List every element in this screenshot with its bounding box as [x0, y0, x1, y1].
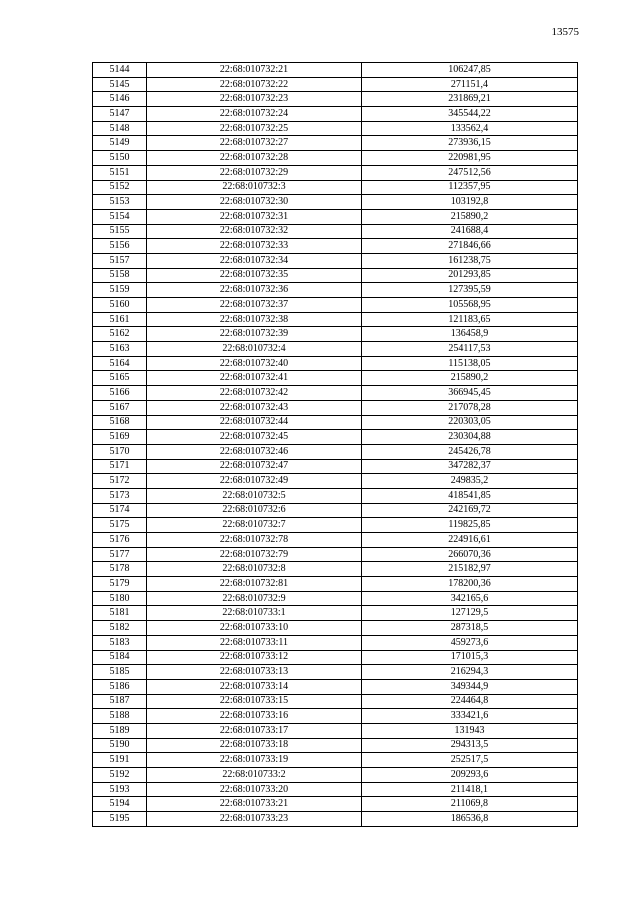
- table-row: [93, 371, 578, 386]
- table-row: [93, 635, 578, 650]
- cadastral-number-cell: 22:68:010733:21: [147, 797, 362, 812]
- row-number-cell: 5190: [93, 738, 147, 753]
- cadastral-value-cell: 112357,95: [362, 180, 578, 195]
- table-row: [93, 342, 578, 357]
- row-number-cell: 5184: [93, 650, 147, 665]
- row-number-cell: 5144: [93, 63, 147, 78]
- table-row: [93, 606, 578, 621]
- table-row: [93, 547, 578, 562]
- table-row: [93, 239, 578, 254]
- row-number-cell: 5153: [93, 195, 147, 210]
- cadastral-value-cell: 245426,78: [362, 444, 578, 459]
- table-row: [93, 694, 578, 709]
- cadastral-value-cell: 347282,37: [362, 459, 578, 474]
- row-number-cell: 5195: [93, 812, 147, 827]
- cadastral-number-cell: 22:68:010732:39: [147, 327, 362, 342]
- cadastral-number-cell: 22:68:010733:17: [147, 723, 362, 738]
- table-row: [93, 180, 578, 195]
- cadastral-value-cell: 103192,8: [362, 195, 578, 210]
- cadastral-number-cell: 22:68:010733:23: [147, 812, 362, 827]
- table-row: [93, 195, 578, 210]
- cadastral-value-cell: 231869,21: [362, 92, 578, 107]
- cadastral-value-cell: 131943: [362, 723, 578, 738]
- cadastral-number-cell: 22:68:010732:78: [147, 533, 362, 548]
- row-number-cell: 5169: [93, 430, 147, 445]
- table-row: [93, 488, 578, 503]
- table-body: [93, 63, 578, 827]
- cadastral-value-cell: 216294,3: [362, 665, 578, 680]
- cadastral-number-cell: 22:68:010732:35: [147, 268, 362, 283]
- cadastral-number-cell: 22:68:010733:13: [147, 665, 362, 680]
- row-number-cell: 5185: [93, 665, 147, 680]
- table-row: [93, 253, 578, 268]
- table-row: [93, 444, 578, 459]
- cadastral-number-cell: 22:68:010732:31: [147, 209, 362, 224]
- cadastral-number-cell: 22:68:010733:16: [147, 709, 362, 724]
- cadastral-value-cell: 366945,45: [362, 386, 578, 401]
- cadastral-number-cell: 22:68:010732:41: [147, 371, 362, 386]
- cadastral-value-cell: 211418,1: [362, 782, 578, 797]
- cadastral-value-cell: 294313,5: [362, 738, 578, 753]
- cadastral-value-cell: 121183,65: [362, 312, 578, 327]
- row-number-cell: 5179: [93, 577, 147, 592]
- cadastral-value-cell: 349344,9: [362, 679, 578, 694]
- cadastral-number-cell: 22:68:010733:20: [147, 782, 362, 797]
- cadastral-number-cell: 22:68:010732:28: [147, 151, 362, 166]
- cadastral-value-cell: 136458,9: [362, 327, 578, 342]
- cadastral-number-cell: 22:68:010732:7: [147, 518, 362, 533]
- cadastral-number-cell: 22:68:010733:2: [147, 768, 362, 783]
- row-number-cell: 5194: [93, 797, 147, 812]
- table-row: [93, 679, 578, 694]
- cadastral-number-cell: 22:68:010733:19: [147, 753, 362, 768]
- table-row: [93, 268, 578, 283]
- cadastral-value-cell: 105568,95: [362, 298, 578, 313]
- cadastral-number-cell: 22:68:010732:4: [147, 342, 362, 357]
- cadastral-number-cell: 22:68:010732:46: [147, 444, 362, 459]
- row-number-cell: 5163: [93, 342, 147, 357]
- cadastral-number-cell: 22:68:010732:5: [147, 488, 362, 503]
- cadastral-number-cell: 22:68:010732:45: [147, 430, 362, 445]
- table-row: [93, 812, 578, 827]
- table-row: [93, 92, 578, 107]
- cadastral-value-cell: 215890,2: [362, 209, 578, 224]
- cadastral-number-cell: 22:68:010732:81: [147, 577, 362, 592]
- table-row: [93, 782, 578, 797]
- row-number-cell: 5171: [93, 459, 147, 474]
- row-number-cell: 5150: [93, 151, 147, 166]
- row-number-cell: 5180: [93, 591, 147, 606]
- row-number-cell: 5178: [93, 562, 147, 577]
- table-row: [93, 474, 578, 489]
- cadastral-number-cell: 22:68:010733:10: [147, 621, 362, 636]
- table-row: [93, 165, 578, 180]
- cadastral-value-cell: 459273,6: [362, 635, 578, 650]
- table-row: [93, 327, 578, 342]
- cadastral-value-cell: 106247,85: [362, 63, 578, 78]
- table-row: [93, 107, 578, 122]
- cadastral-value-cell: 178200,36: [362, 577, 578, 592]
- cadastral-value-table: [92, 62, 578, 827]
- cadastral-number-cell: 22:68:010732:38: [147, 312, 362, 327]
- cadastral-value-cell: 241688,4: [362, 224, 578, 239]
- cadastral-value-cell: 115138,05: [362, 356, 578, 371]
- row-number-cell: 5152: [93, 180, 147, 195]
- table-row: [93, 768, 578, 783]
- row-number-cell: 5183: [93, 635, 147, 650]
- table-row: [93, 121, 578, 136]
- row-number-cell: 5155: [93, 224, 147, 239]
- row-number-cell: 5191: [93, 753, 147, 768]
- cadastral-number-cell: 22:68:010732:79: [147, 547, 362, 562]
- row-number-cell: 5175: [93, 518, 147, 533]
- cadastral-number-cell: 22:68:010732:42: [147, 386, 362, 401]
- row-number-cell: 5159: [93, 283, 147, 298]
- cadastral-number-cell: 22:68:010732:37: [147, 298, 362, 313]
- cadastral-value-cell: 171015,3: [362, 650, 578, 665]
- row-number-cell: 5148: [93, 121, 147, 136]
- row-number-cell: 5164: [93, 356, 147, 371]
- cadastral-value-cell: 333421,6: [362, 709, 578, 724]
- cadastral-value-cell: 119825,85: [362, 518, 578, 533]
- cadastral-number-cell: 22:68:010732:24: [147, 107, 362, 122]
- table-row: [93, 151, 578, 166]
- cadastral-number-cell: 22:68:010732:32: [147, 224, 362, 239]
- table-row: [93, 797, 578, 812]
- table-row: [93, 63, 578, 78]
- table-row: [93, 533, 578, 548]
- cadastral-value-cell: 271846,66: [362, 239, 578, 254]
- cadastral-value-cell: 273936,15: [362, 136, 578, 151]
- table-row: [93, 77, 578, 92]
- cadastral-number-cell: 22:68:010732:49: [147, 474, 362, 489]
- cadastral-number-cell: 22:68:010733:15: [147, 694, 362, 709]
- row-number-cell: 5192: [93, 768, 147, 783]
- cadastral-value-cell: 287318,5: [362, 621, 578, 636]
- cadastral-number-cell: 22:68:010732:25: [147, 121, 362, 136]
- cadastral-number-cell: 22:68:010732:34: [147, 253, 362, 268]
- cadastral-value-cell: 249835,2: [362, 474, 578, 489]
- row-number-cell: 5189: [93, 723, 147, 738]
- table-row: [93, 298, 578, 313]
- cadastral-value-cell: 252517,5: [362, 753, 578, 768]
- row-number-cell: 5172: [93, 474, 147, 489]
- table-row: [93, 459, 578, 474]
- cadastral-number-cell: 22:68:010733:12: [147, 650, 362, 665]
- table-row: [93, 577, 578, 592]
- row-number-cell: 5174: [93, 503, 147, 518]
- table-row: [93, 283, 578, 298]
- table-row: [93, 136, 578, 151]
- row-number-cell: 5186: [93, 679, 147, 694]
- cadastral-number-cell: 22:68:010733:11: [147, 635, 362, 650]
- table-row: [93, 386, 578, 401]
- cadastral-value-cell: 220981,95: [362, 151, 578, 166]
- cadastral-number-cell: 22:68:010732:47: [147, 459, 362, 474]
- cadastral-number-cell: 22:68:010732:9: [147, 591, 362, 606]
- cadastral-number-cell: 22:68:010732:6: [147, 503, 362, 518]
- cadastral-value-cell: 418541,85: [362, 488, 578, 503]
- cadastral-number-cell: 22:68:010732:30: [147, 195, 362, 210]
- cadastral-number-cell: 22:68:010733:1: [147, 606, 362, 621]
- cadastral-value-cell: 342165,6: [362, 591, 578, 606]
- row-number-cell: 5182: [93, 621, 147, 636]
- table-row: [93, 723, 578, 738]
- row-number-cell: 5154: [93, 209, 147, 224]
- table-row: [93, 650, 578, 665]
- table-row: [93, 709, 578, 724]
- cadastral-number-cell: 22:68:010732:29: [147, 165, 362, 180]
- table-row: [93, 621, 578, 636]
- cadastral-number-cell: 22:68:010732:22: [147, 77, 362, 92]
- page-number: 13575: [551, 26, 579, 38]
- cadastral-value-cell: 127395,59: [362, 283, 578, 298]
- row-number-cell: 5177: [93, 547, 147, 562]
- row-number-cell: 5158: [93, 268, 147, 283]
- table-row: [93, 753, 578, 768]
- cadastral-number-cell: 22:68:010732:3: [147, 180, 362, 195]
- row-number-cell: 5147: [93, 107, 147, 122]
- cadastral-value-cell: 127129,5: [362, 606, 578, 621]
- row-number-cell: 5193: [93, 782, 147, 797]
- cadastral-value-cell: 230304,88: [362, 430, 578, 445]
- cadastral-number-cell: 22:68:010732:40: [147, 356, 362, 371]
- row-number-cell: 5146: [93, 92, 147, 107]
- row-number-cell: 5166: [93, 386, 147, 401]
- cadastral-value-cell: 186536,8: [362, 812, 578, 827]
- row-number-cell: 5157: [93, 253, 147, 268]
- row-number-cell: 5170: [93, 444, 147, 459]
- table-row: [93, 400, 578, 415]
- cadastral-number-cell: 22:68:010732:44: [147, 415, 362, 430]
- cadastral-number-cell: 22:68:010732:33: [147, 239, 362, 254]
- table-row: [93, 738, 578, 753]
- cadastral-value-cell: 254117,53: [362, 342, 578, 357]
- row-number-cell: 5151: [93, 165, 147, 180]
- table-row: [93, 562, 578, 577]
- row-number-cell: 5145: [93, 77, 147, 92]
- row-number-cell: 5176: [93, 533, 147, 548]
- table-row: [93, 430, 578, 445]
- row-number-cell: 5187: [93, 694, 147, 709]
- cadastral-value-cell: 220303,05: [362, 415, 578, 430]
- cadastral-number-cell: 22:68:010732:27: [147, 136, 362, 151]
- row-number-cell: 5188: [93, 709, 147, 724]
- cadastral-number-cell: 22:68:010732:43: [147, 400, 362, 415]
- cadastral-value-cell: 201293,85: [362, 268, 578, 283]
- cadastral-number-cell: 22:68:010733:18: [147, 738, 362, 753]
- table-row: [93, 224, 578, 239]
- cadastral-value-cell: 211069,8: [362, 797, 578, 812]
- row-number-cell: 5165: [93, 371, 147, 386]
- cadastral-value-cell: 217078,28: [362, 400, 578, 415]
- cadastral-value-cell: 242169,72: [362, 503, 578, 518]
- row-number-cell: 5149: [93, 136, 147, 151]
- row-number-cell: 5161: [93, 312, 147, 327]
- row-number-cell: 5168: [93, 415, 147, 430]
- cadastral-value-cell: 266070,36: [362, 547, 578, 562]
- table-row: [93, 356, 578, 371]
- cadastral-value-cell: 133562,4: [362, 121, 578, 136]
- table-row: [93, 665, 578, 680]
- cadastral-value-cell: 161238,75: [362, 253, 578, 268]
- row-number-cell: 5162: [93, 327, 147, 342]
- cadastral-value-cell: 345544,22: [362, 107, 578, 122]
- cadastral-value-cell: 224916,61: [362, 533, 578, 548]
- table-row: [93, 591, 578, 606]
- table-row: [93, 518, 578, 533]
- cadastral-value-cell: 215182,97: [362, 562, 578, 577]
- table-row: [93, 503, 578, 518]
- row-number-cell: 5156: [93, 239, 147, 254]
- cadastral-value-cell: 247512,56: [362, 165, 578, 180]
- row-number-cell: 5181: [93, 606, 147, 621]
- cadastral-number-cell: 22:68:010732:23: [147, 92, 362, 107]
- cadastral-number-cell: 22:68:010733:14: [147, 679, 362, 694]
- row-number-cell: 5160: [93, 298, 147, 313]
- table-row: [93, 312, 578, 327]
- table-row: [93, 415, 578, 430]
- cadastral-number-cell: 22:68:010732:8: [147, 562, 362, 577]
- table-row: [93, 209, 578, 224]
- row-number-cell: 5167: [93, 400, 147, 415]
- cadastral-number-cell: 22:68:010732:36: [147, 283, 362, 298]
- cadastral-value-cell: 271151,4: [362, 77, 578, 92]
- cadastral-value-cell: 215890,2: [362, 371, 578, 386]
- cadastral-number-cell: 22:68:010732:21: [147, 63, 362, 78]
- cadastral-value-cell: 209293,6: [362, 768, 578, 783]
- row-number-cell: 5173: [93, 488, 147, 503]
- cadastral-value-cell: 224464,8: [362, 694, 578, 709]
